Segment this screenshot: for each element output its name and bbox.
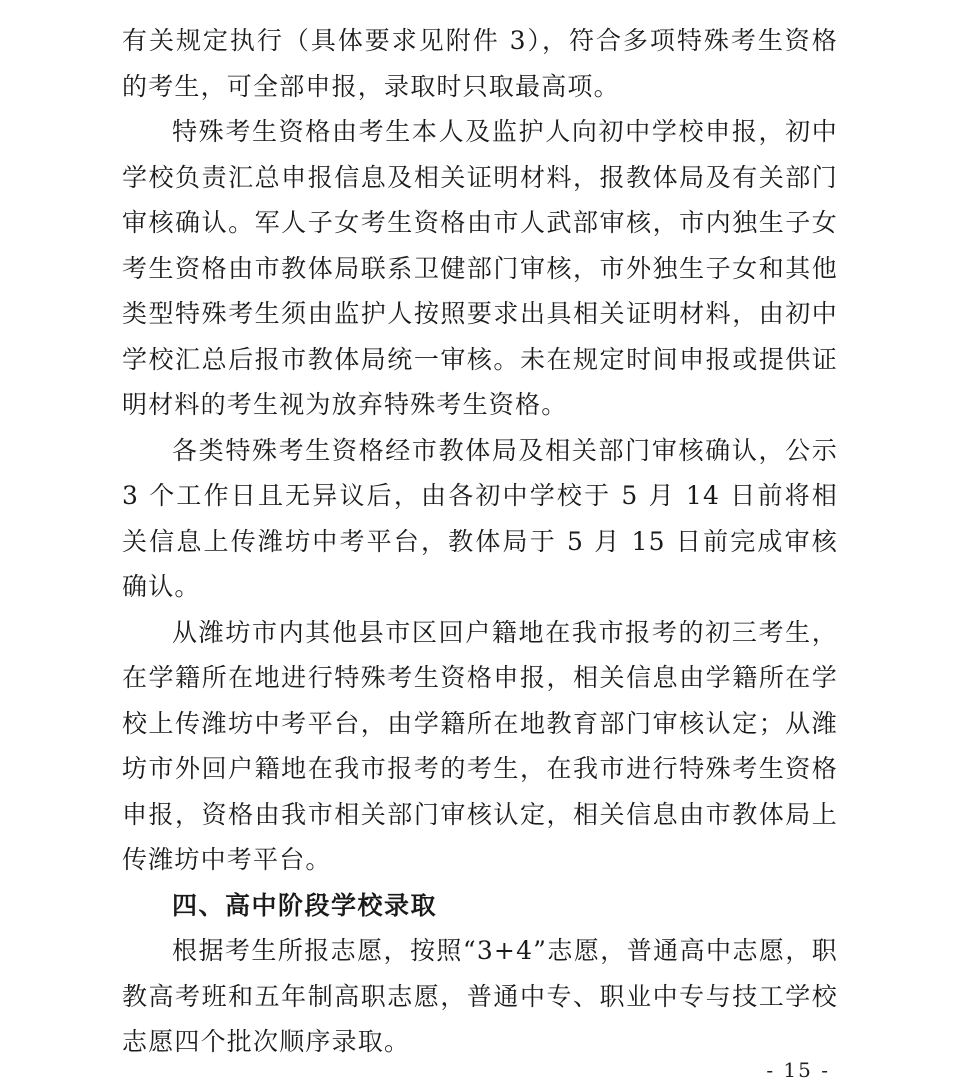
paragraph-1: 有关规定执行（具体要求见附件 3），符合多项特殊考生资格的考生，可全部申报，录取时只取最高项。 [122, 26, 838, 101]
document-body [122, 18, 838, 1065]
paragraph-3: 各类特殊考生资格经市教体局及相关部门审核确认，公示 3 个工作日且无异议后，由各初中学校于 5 月 14 日前将相关信息上传潍坊中考平台，教体局于 5 月 15 日前完成审核确认。 [122, 435, 838, 601]
page-number: - 15 - [766, 1058, 830, 1082]
section-heading: 四、高中阶段学校录取 [172, 890, 438, 920]
paragraph-2: 特殊考生资格由考生本人及监护人向初中学校申报，初中学校负责汇总申报信息及相关证明材料，报教体局及有关部门审核确认。军人子女考生资格由市人武部审核，市内独生子女考生资格由市教体局联系卫健部门审核，市外独生子女和其他类型特殊考生须由监护人按照要求出具相关证明材料，由初中学校汇总后报市教体局统一审核。未在规定时间申报或提供证明材料的考生视为放弃特殊考生资格。 [122, 117, 838, 419]
section-paragraph: 根据考生所报志愿，按照“3+4”志愿，普通高中志愿，职教高考班和五年制高职志愿，普通中专、职业中专与技工学校志愿四个批次顺序录取。 [122, 936, 838, 1056]
paragraph-4: 从潍坊市内其他县市区回户籍地在我市报考的初三考生，在学籍所在地进行特殊考生资格申报，相关信息由学籍所在学校上传潍坊中考平台，由学籍所在地教育部门审核认定；从潍坊市外回户籍地在我市报考的考生，在我市进行特殊考生资格申报，资格由我市相关部门审核认定，相关信息由市教体局上传潍坊中考平台。 [122, 617, 838, 874]
